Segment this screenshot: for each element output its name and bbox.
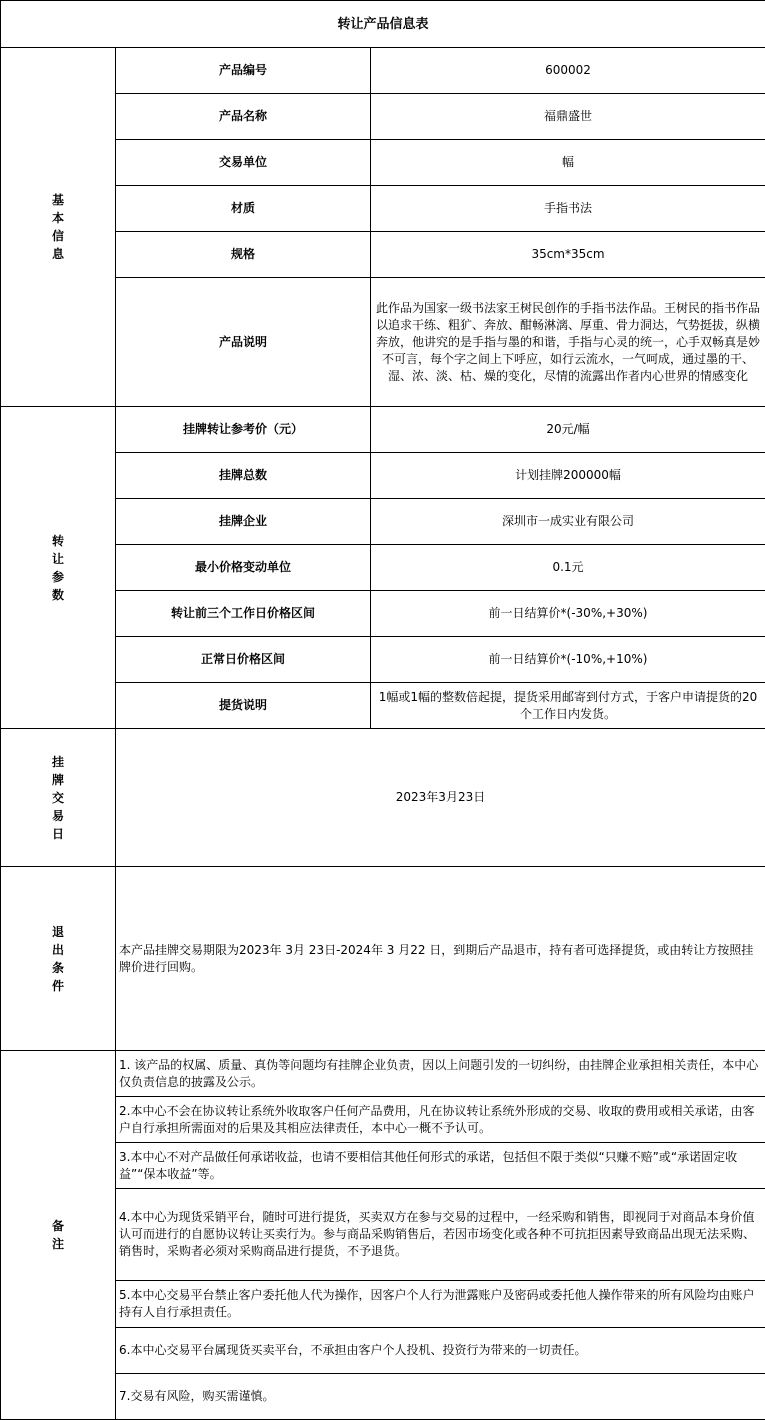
row-value-product-code: 600002 — [371, 48, 765, 94]
section-transfer-label: 转 让 参 数 — [52, 534, 64, 602]
row-value-spec: 35cm*35cm — [371, 232, 765, 278]
note-item-5: 5.本中心交易平台禁止客户委托他人代为操作，因客户个人行为泄露账户及密码或委托他人操作带来的所有风险均由账户持有人自行承担责任。 — [116, 1281, 765, 1328]
note-item-2: 2.本中心不会在协议转让系统外收取客户任何产品费用，凡在协议转让系统外形成的交易、收取的费用或相关承诺，由客户自行承担所需面对的后果及其相应法律责任，本中心一概不予认可。 — [116, 1097, 765, 1143]
note-item-3: 3.本中心不对产品做任何承诺收益，也请不要相信其他任何形式的承诺，包括但不限于类似“只赚不赔”或“承诺固定收益”“保本收益”等。 — [116, 1143, 765, 1189]
table-title: 转让产品信息表 — [1, 1, 765, 48]
row-label-listing-company: 挂牌企业 — [116, 499, 371, 545]
section-notes — [1, 1051, 116, 1420]
section-exit-conditions — [1, 867, 116, 1051]
section-listing-day-label: 挂 牌 交 易 日 — [52, 755, 64, 841]
section-transfer-params — [1, 407, 116, 729]
row-value-description: 此作品为国家一级书法家王树民创作的手指书法作品。王树民的指书作品以追求干练、粗犷、奔放、酣畅淋漓、厚重、骨力洞达，气势挺拔，纵横奔放，他讲究的是手指与墨的和谐，手指与心灵的统一，心手双畅真是妙不可言，每个字之间上下呼应，如行云流水，一气呵成，通过墨的干、湿、浓、淡、枯、燥的变化，尽情的流露出作者内心世界的情感变化 — [371, 278, 765, 407]
row-label-trade-unit: 交易单位 — [116, 140, 371, 186]
note-item-1: 1. 该产品的权属、质量、真伪等问题均有挂牌企业负责，因以上问题引发的一切纠纷，由挂牌企业承担相关责任，本中心仅负责信息的披露及公示。 — [116, 1051, 765, 1097]
row-label-ref-price: 挂牌转让参考价（元） — [116, 407, 371, 453]
note-item-4: 4.本中心为现货采销平台，随时可进行提货，买卖双方在参与交易的过程中，一经采购和销售，即视同于对商品本身价值认可而进行的自愿协议转让买卖行为。参与商品采购销售后，若因市场变化或各种不可抗拒因素导致商品出现无法采购、销售时，采购者必须对采购商品进行提货，不予退货。 — [116, 1189, 765, 1281]
row-label-material: 材质 — [116, 186, 371, 232]
row-label-min-tick: 最小价格变动单位 — [116, 545, 371, 591]
note-item-7: 7.交易有风险，购买需谨慎。 — [116, 1374, 765, 1420]
row-label-delivery: 提货说明 — [116, 683, 371, 729]
row-value-ref-price: 20元/幅 — [371, 407, 765, 453]
row-label-description: 产品说明 — [116, 278, 371, 407]
row-label-total-listed: 挂牌总数 — [116, 453, 371, 499]
section-listing-day — [1, 729, 116, 867]
row-label-pre-price-range: 转让前三个工作日价格区间 — [116, 591, 371, 637]
row-label-spec: 规格 — [116, 232, 371, 278]
row-value-listing-company: 深圳市一成实业有限公司 — [371, 499, 765, 545]
row-value-normal-price-range: 前一日结算价*(-10%,+10%) — [371, 637, 765, 683]
section-notes-label: 备 注 — [52, 1219, 64, 1251]
row-value-product-name: 福鼎盛世 — [371, 94, 765, 140]
exit-conditions-value: 本产品挂牌交易期限为2023年 3月 23日-2024年 3 月22 日，到期后产品退市，持有者可选择提货，或由转让方按照挂牌价进行回购。 — [116, 867, 765, 1051]
row-value-trade-unit: 幅 — [371, 140, 765, 186]
section-exit-label: 退 出 条 件 — [52, 925, 64, 993]
row-label-product-code: 产品编号 — [116, 48, 371, 94]
row-value-pre-price-range: 前一日结算价*(-30%,+30%) — [371, 591, 765, 637]
row-value-total-listed: 计划挂牌200000幅 — [371, 453, 765, 499]
row-label-normal-price-range: 正常日价格区间 — [116, 637, 371, 683]
note-item-6: 6.本中心交易平台属现货买卖平台，不承担由客户个人投机、投资行为带来的一切责任。 — [116, 1328, 765, 1374]
section-basic-label: 基 本 信 息 — [52, 193, 64, 261]
row-value-delivery: 1幅或1幅的整数倍起提，提货采用邮寄到付方式，于客户申请提货的20个工作日内发货。 — [371, 683, 765, 729]
row-value-min-tick: 0.1元 — [371, 545, 765, 591]
row-value-material: 手指书法 — [371, 186, 765, 232]
listing-day-value: 2023年3月23日 — [116, 729, 765, 867]
row-label-product-name: 产品名称 — [116, 94, 371, 140]
section-basic-info — [1, 48, 116, 407]
